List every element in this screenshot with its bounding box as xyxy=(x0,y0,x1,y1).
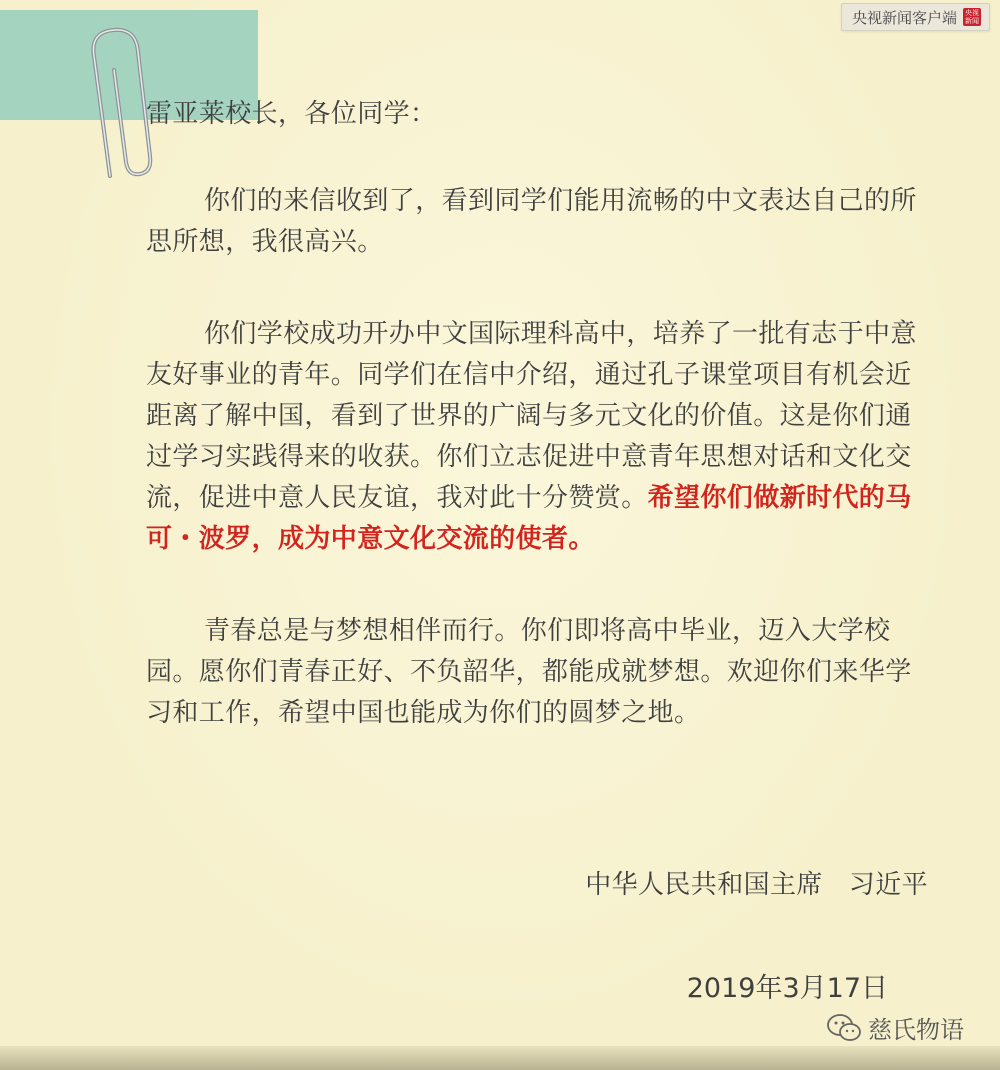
signature: 中华人民共和国主席 习近平 xyxy=(585,870,928,900)
wechat-icon xyxy=(826,1013,862,1043)
cctv-news-logo-icon: 央视新闻 xyxy=(965,9,979,25)
paragraph-3: 青春总是与梦想相伴而行。你们即将高中毕业，迈入大学校园。愿你们青春正好、不负韶华，都能成就梦想。欢迎你们来华学习和工作，希望中国也能成为你们的圆梦之地。 xyxy=(146,616,912,728)
source-badge xyxy=(841,3,990,31)
letter-date: 2019年3月17日 xyxy=(686,973,888,1004)
paragraph-1: 你们的来信收到了，看到同学们能用流畅的中文表达自己的所思所想，我很高兴。 xyxy=(146,186,917,257)
paragraph-2-highlight: 希望你们做新时代的马可・波罗，成为中意文化交流的使者。 xyxy=(146,483,912,554)
paragraph-2-text: 你们学校成功开办中文国际理科高中，培养了一批有志于中意友好事业的青年。同学们在信中介绍，通过孔子课堂项目有机会近距离了解中国，看到了世界的广阔与多元文化的价值。这是你们通过学习实践得来的收获。你们立志促进中意青年思想对话和文化交流，促进中意人民友谊，我对此十分赞赏。 xyxy=(146,319,917,513)
paper-edge xyxy=(0,1046,1000,1070)
salutation: 雷亚莱校长，各位同学： xyxy=(146,99,437,129)
source-badge-label: 央视新闻客户端 xyxy=(851,8,957,27)
paragraph-2 xyxy=(146,314,932,560)
letter-body xyxy=(146,94,932,785)
watermark xyxy=(826,1010,964,1045)
watermark-text: 慈氏物语 xyxy=(868,1016,964,1044)
